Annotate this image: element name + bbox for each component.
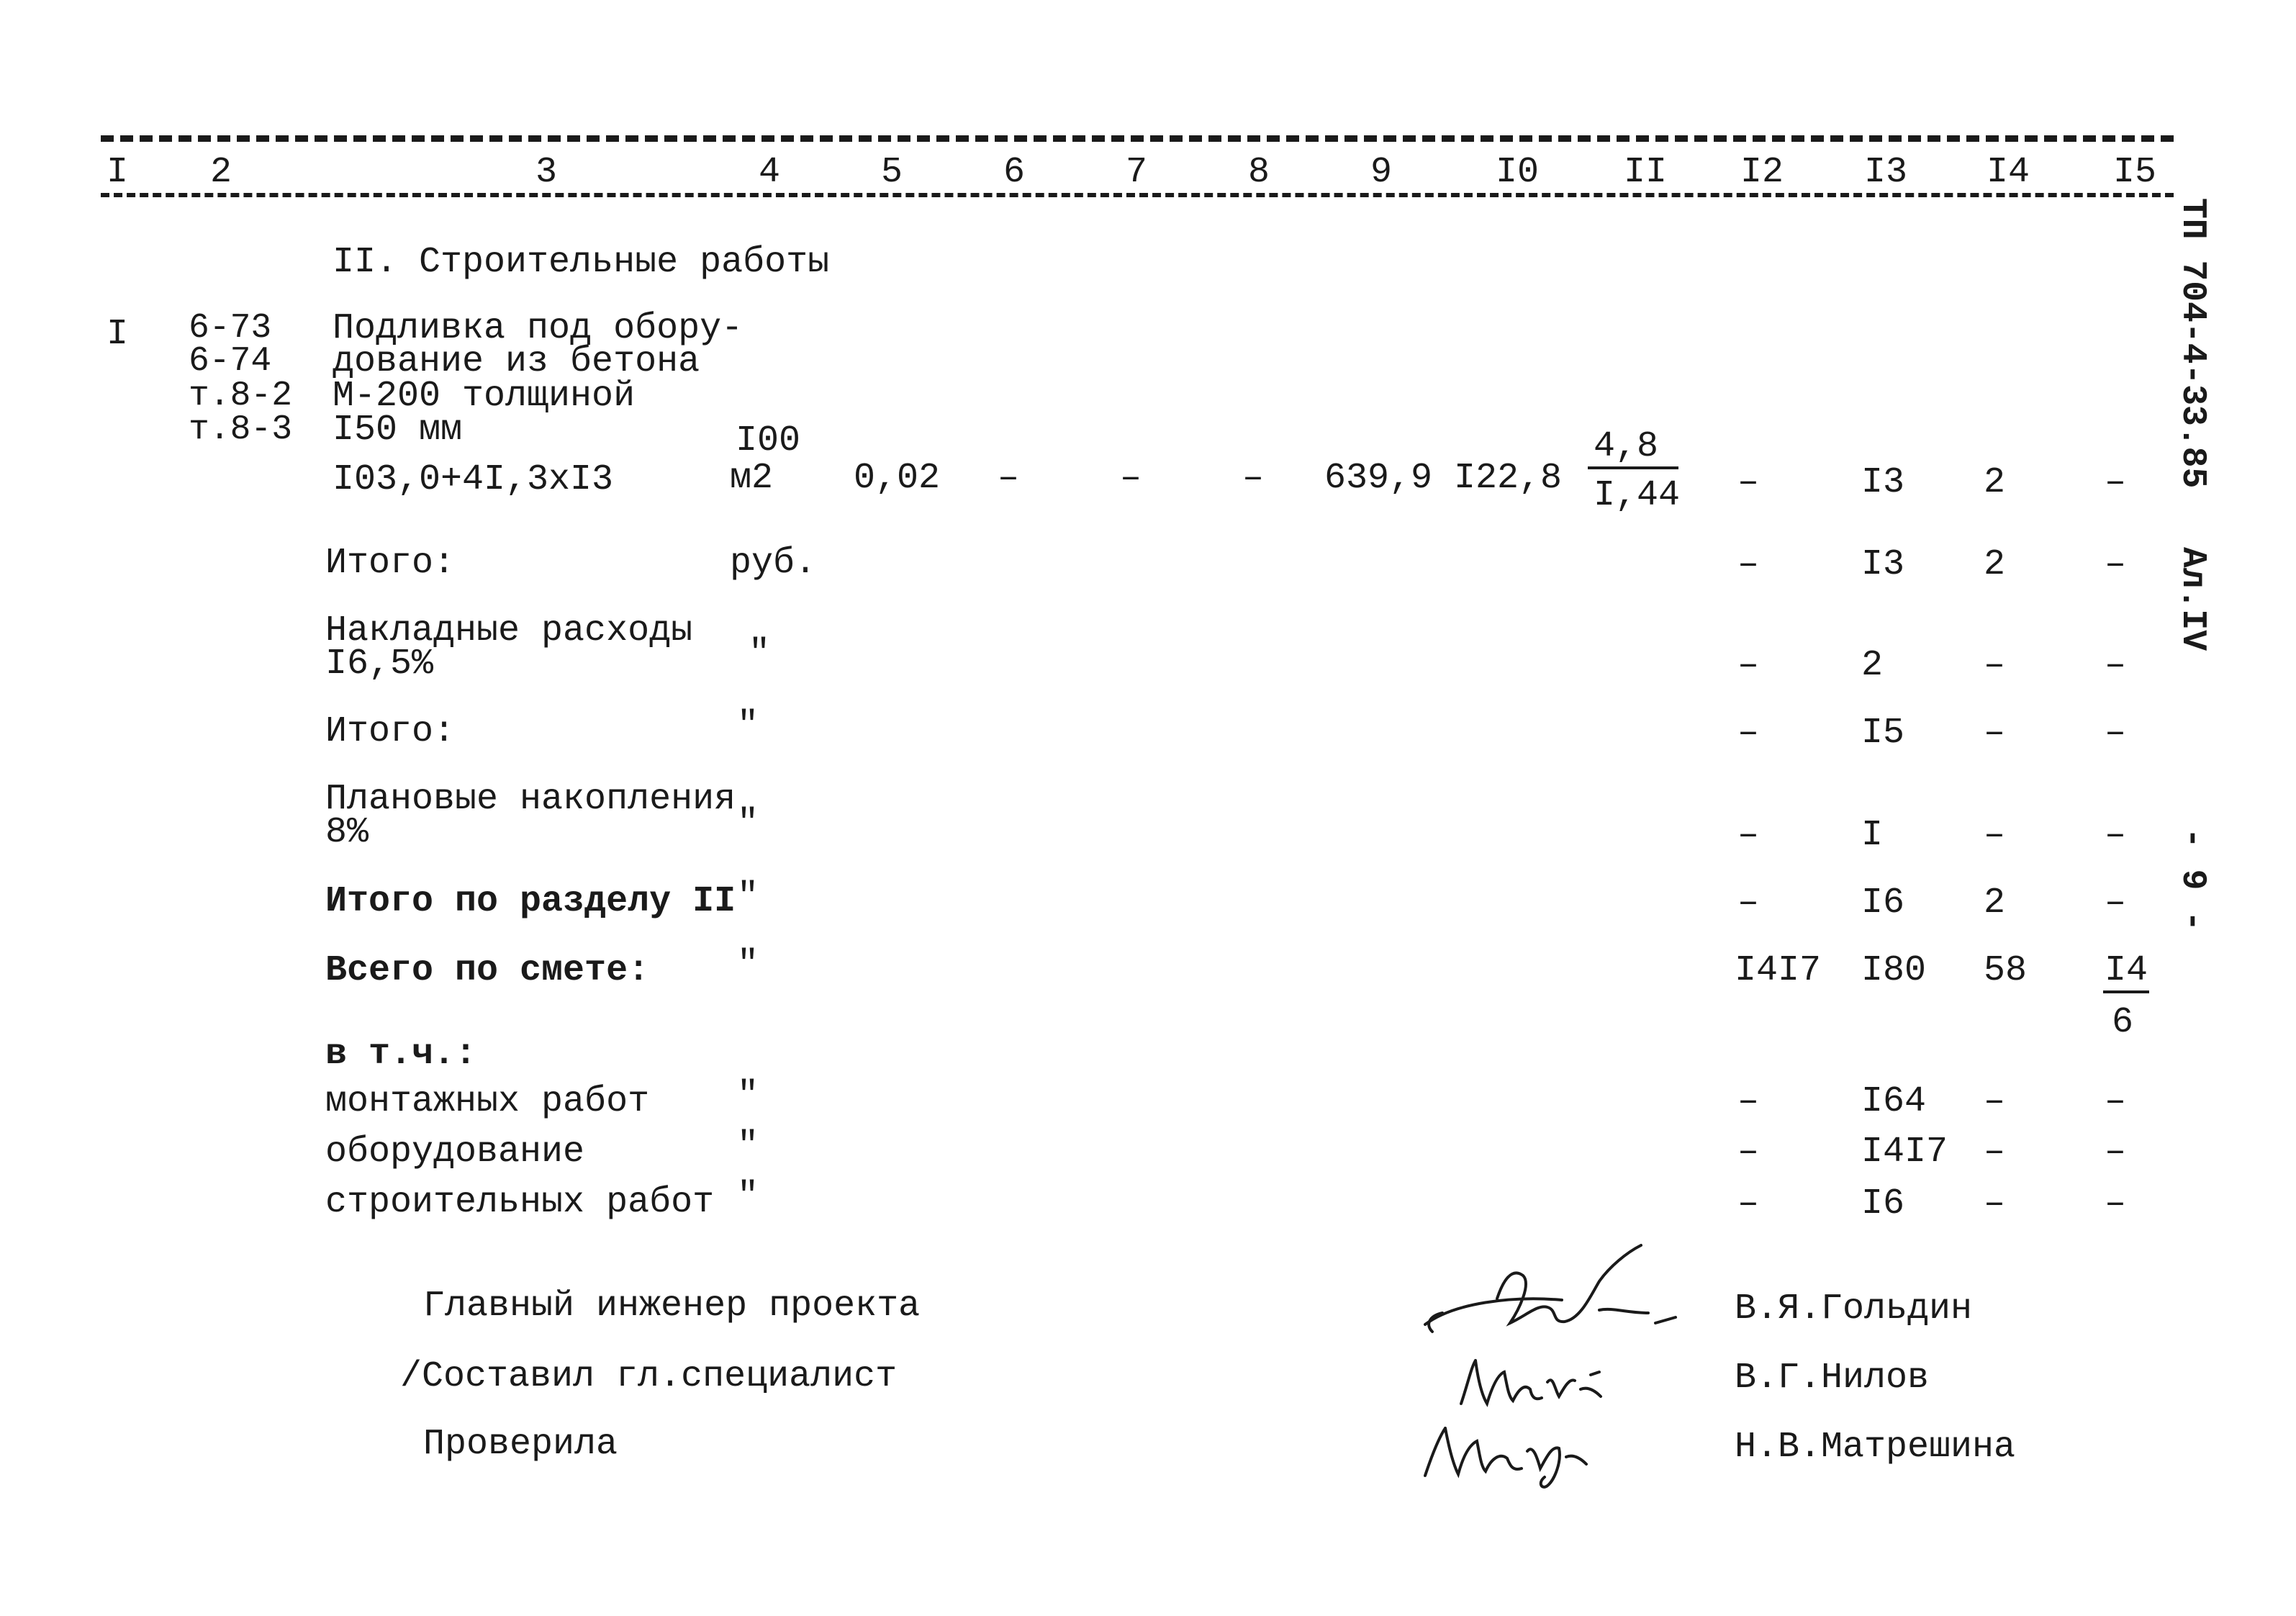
row-unit: " [737,1126,759,1167]
cell-c14: – [1984,645,2006,686]
cell-c14: 2 [1984,544,2006,585]
item-number: I [107,314,129,355]
page-number: - 9 - [2173,828,2212,932]
item-description-line: М-200 толщиной [333,376,636,417]
col-header-13: I3 [1864,152,1908,193]
item-quantity: 0,02 [854,458,941,499]
item-code: 6-74 [189,342,272,381]
cell-c15: – [2105,713,2127,754]
cell-c15: – [2105,883,2127,924]
row-label-rate: 8% [325,812,369,853]
item-description-line: Подливка под обору- [333,308,744,349]
section-title: II. Строительные работы [333,242,830,283]
header-divider-line [101,135,2174,142]
item-code: т.8-2 [189,376,293,415]
row-unit: " [737,877,759,918]
cell-c15: – [2105,1132,2127,1173]
header-underline [101,193,2174,197]
row-label: Итого: [325,543,456,584]
cell-c12: – [1737,1132,1760,1173]
cell-c15: – [2105,815,2127,856]
cell-c10: I22,8 [1454,458,1563,499]
row-unit: " [749,633,771,674]
cell-c14: 58 [1984,950,2028,991]
col-header-15: I5 [2113,152,2157,193]
item-code: т.8-3 [189,410,293,449]
row-label: Плановые накопления [325,779,736,820]
cell-c13: I64 [1861,1081,1927,1122]
cell-c9: 639,9 [1324,458,1433,499]
row-label: Накладные расходы [325,610,693,651]
handwritten-signature-2 [1447,1346,1634,1418]
col-header-1: I [107,152,129,193]
row-unit: " [737,705,759,746]
unit-quantity-base: I00 [736,420,801,461]
cell-c13: I6 [1861,883,1905,924]
signatory-name: В.Я.Гольдин [1735,1288,1973,1330]
row-unit: руб. [730,543,817,584]
col-header-2: 2 [210,152,232,193]
cell-c11-denominator: I,44 [1594,475,1681,516]
row-unit: " [737,944,759,985]
item-code: 6-73 [189,309,272,348]
row-label: строительных работ [325,1182,715,1223]
cell-c13: I3 [1861,462,1905,503]
col-header-7: 7 [1126,152,1148,193]
cell-c15: – [2105,544,2127,585]
col-header-3: 3 [535,152,558,193]
col-header-9: 9 [1370,152,1393,193]
cell-c13: I80 [1861,950,1927,991]
cell-c14: 2 [1984,462,2006,503]
cell-c13: I3 [1861,544,1905,585]
cell-c15: – [2105,645,2127,686]
col-header-4: 4 [759,152,781,193]
cell-c6: – [998,458,1020,499]
signatory-name: Н.В.Матрешина [1735,1427,2016,1468]
c15-underline [2103,990,2149,993]
handwritten-signature-1 [1411,1238,1713,1346]
row-label: оборудование [325,1132,585,1173]
col-header-8: 8 [1248,152,1270,193]
fraction-line [1588,466,1678,469]
cell-c12: – [1737,1183,1760,1224]
cell-c15-extra: 6 [2112,1002,2134,1043]
cell-c13: I6 [1861,1183,1905,1224]
cell-c8: – [1242,458,1265,499]
cell-c12: – [1737,462,1760,503]
cell-c12: I4I7 [1735,950,1822,991]
cell-c12: – [1737,713,1760,754]
cell-c15: – [2105,1081,2127,1122]
cell-c14: – [1984,1132,2006,1173]
item-description-line: I50 мм [333,410,463,451]
col-header-5: 5 [881,152,903,193]
col-header-12: I2 [1740,152,1784,193]
row-label: Итого: [325,711,456,752]
col-header-11: II [1624,152,1668,193]
cell-c11-numerator: 4,8 [1594,426,1659,467]
cell-c14: – [1984,815,2006,856]
cell-c13: I [1861,815,1884,856]
signatory-role: /Составил гл.специалист [400,1356,898,1397]
col-header-10: I0 [1496,152,1540,193]
row-label: монтажных работ [325,1081,650,1122]
cell-c7: – [1120,458,1142,499]
cell-c15: – [2105,462,2127,503]
cell-c14: – [1984,713,2006,754]
cell-c14: – [1984,1081,2006,1122]
signatory-name: В.Г.Нилов [1735,1358,1930,1399]
item-description-line: дование из бетона [333,341,700,382]
cell-c12: – [1737,645,1760,686]
col-header-14: I4 [1987,152,2030,193]
handwritten-signature-3 [1411,1411,1627,1497]
item-formula: I03,0+4I,3хI3 [333,459,614,500]
cell-c12: – [1737,815,1760,856]
signatory-role: Главный инженер проекта [423,1286,921,1327]
cell-c13: 2 [1861,645,1884,686]
cell-c12: – [1737,1081,1760,1122]
cell-c13: I4I7 [1861,1132,1948,1173]
cell-c15: I4 [2105,950,2148,991]
row-unit: " [737,1176,759,1217]
cell-c15: – [2105,1183,2127,1224]
album-number: Ал.IV [2173,547,2212,651]
row-label: Всего по смете: [325,950,650,991]
col-header-6: 6 [1003,152,1026,193]
document-code: ТП 704-4-33.85 [2173,198,2212,489]
row-unit: " [737,803,759,844]
breakdown-title: в т.ч.: [325,1034,477,1075]
row-label-rate: I6,5% [325,644,434,685]
signatory-role: Проверила [423,1424,618,1465]
cell-c12: – [1737,544,1760,585]
cell-c13: I5 [1861,713,1905,754]
cell-c14: – [1984,1183,2006,1224]
row-unit: " [737,1075,759,1116]
row-label: Итого по разделу II [325,881,736,922]
item-unit: м2 [730,458,774,499]
cell-c14: 2 [1984,883,2006,924]
cell-c12: – [1737,883,1760,924]
